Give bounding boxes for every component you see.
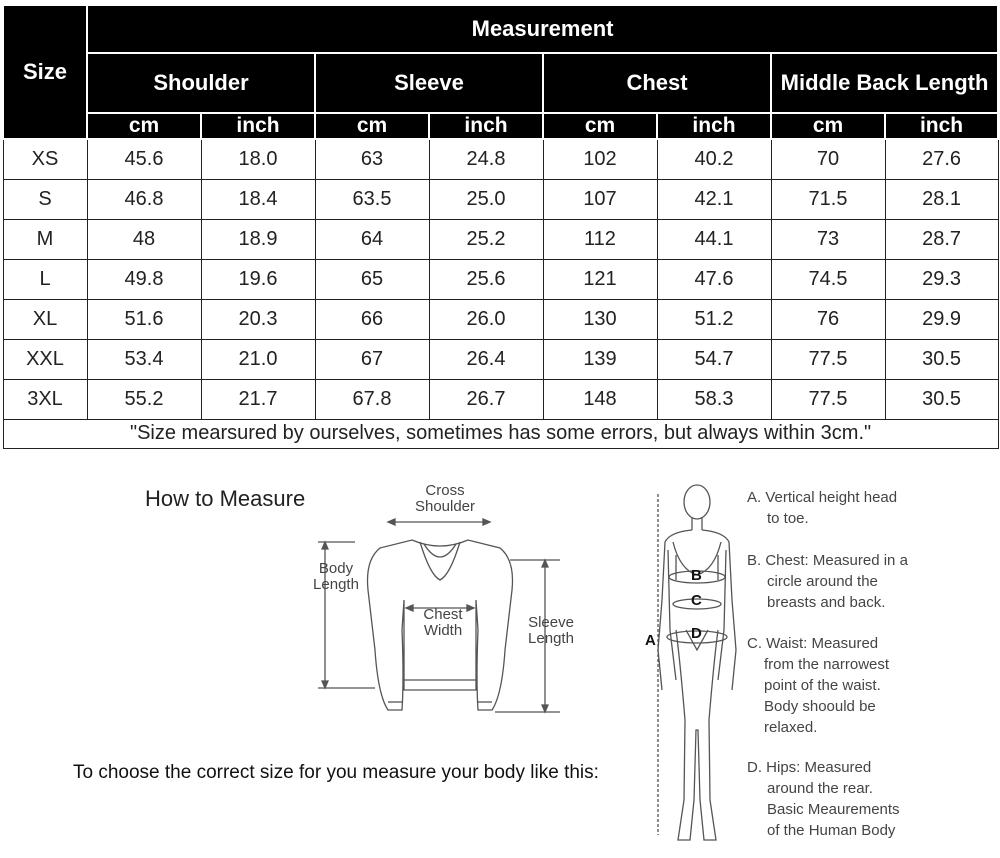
value-cell: 70: [771, 139, 885, 179]
middle-back-length-header: Middle Back Length: [771, 53, 998, 113]
value-cell: 18.0: [201, 139, 315, 179]
value-cell: 121: [543, 259, 657, 299]
legend-b-line1: B. Chest: Measured in a: [747, 552, 908, 569]
table-row: [3, 219, 998, 259]
cross-shoulder-label: Cross Shoulder: [414, 482, 476, 515]
value-cell: 63: [315, 139, 429, 179]
value-cell: 73: [771, 219, 885, 259]
chest-width-label: Chest Width: [423, 606, 463, 639]
value-cell: 45.6: [87, 139, 201, 179]
legend-a-line2: to toe.: [767, 510, 809, 527]
table-row: [3, 259, 998, 299]
sweater-diagram: [300, 480, 600, 720]
unit-header: inch: [885, 113, 998, 139]
size-cell: L: [3, 259, 87, 299]
measurement-header: Measurement: [87, 5, 998, 53]
size-cell: XXL: [3, 339, 87, 379]
table-row: [3, 139, 998, 179]
legend-d-line4: of the Human Body: [767, 822, 896, 839]
size-header: Size: [3, 5, 87, 139]
legend-b-line3: breasts and back.: [767, 594, 886, 611]
value-cell: 58.3: [657, 379, 771, 419]
value-cell: 64: [315, 219, 429, 259]
legend-b: [747, 550, 997, 613]
value-cell: 51.2: [657, 299, 771, 339]
value-cell: 130: [543, 299, 657, 339]
unit-header: cm: [771, 113, 885, 139]
value-cell: 102: [543, 139, 657, 179]
table-row: [3, 299, 998, 339]
legend-b-line2: circle around the: [767, 573, 878, 590]
value-cell: 25.6: [429, 259, 543, 299]
table-row: [3, 179, 998, 219]
legend-c-line1: C. Waist: Measured: [747, 635, 879, 652]
value-cell: 28.1: [885, 179, 998, 219]
size-cell: XL: [3, 299, 87, 339]
size-chart-table: [2, 4, 999, 449]
value-cell: 26.7: [429, 379, 543, 419]
value-cell: 29.3: [885, 259, 998, 299]
unit-header: cm: [543, 113, 657, 139]
unit-header: inch: [201, 113, 315, 139]
legend-c-line4: Body shoould be: [764, 698, 876, 715]
chest-header: Chest: [543, 53, 771, 113]
table-row: [3, 379, 998, 419]
shoulder-header: Shoulder: [87, 53, 315, 113]
size-cell: XS: [3, 139, 87, 179]
legend-d: [747, 757, 997, 841]
value-cell: 44.1: [657, 219, 771, 259]
value-cell: 65: [315, 259, 429, 299]
legend-a-line1: A. Vertical height head: [747, 489, 898, 506]
size-cell: M: [3, 219, 87, 259]
value-cell: 53.4: [87, 339, 201, 379]
unit-header: inch: [657, 113, 771, 139]
legend-c: [747, 633, 997, 738]
value-cell: 67: [315, 339, 429, 379]
value-cell: 71.5: [771, 179, 885, 219]
marker-b: B: [691, 567, 702, 584]
marker-a: A: [645, 632, 656, 649]
value-cell: 20.3: [201, 299, 315, 339]
value-cell: 76: [771, 299, 885, 339]
legend-d-line3: Basic Meaurements: [767, 801, 900, 818]
value-cell: 30.5: [885, 339, 998, 379]
value-cell: 77.5: [771, 379, 885, 419]
value-cell: 139: [543, 339, 657, 379]
value-cell: 107: [543, 179, 657, 219]
value-cell: 30.5: [885, 379, 998, 419]
value-cell: 28.7: [885, 219, 998, 259]
marker-c: C: [691, 592, 702, 609]
value-cell: 74.5: [771, 259, 885, 299]
body-figure: [640, 480, 740, 850]
value-cell: 55.2: [87, 379, 201, 419]
legend-c-line2: from the narrowest: [764, 656, 890, 673]
value-cell: 26.4: [429, 339, 543, 379]
unit-header: cm: [87, 113, 201, 139]
legend-c-line3: point of the waist.: [764, 677, 881, 694]
table-row: [3, 339, 998, 379]
size-cell: 3XL: [3, 379, 87, 419]
legend-d-line2: around the rear.: [767, 780, 873, 797]
legend-a: [747, 487, 997, 529]
value-cell: 66: [315, 299, 429, 339]
value-cell: 29.9: [885, 299, 998, 339]
size-note: "Size mearsured by ourselves, sometimes has some errors, but always within 3cm.": [3, 419, 998, 448]
value-cell: 24.8: [429, 139, 543, 179]
value-cell: 46.8: [87, 179, 201, 219]
marker-d: D: [691, 625, 702, 642]
value-cell: 27.6: [885, 139, 998, 179]
body-length-label: Body Length: [313, 560, 359, 593]
value-cell: 54.7: [657, 339, 771, 379]
legend-c-line5: relaxed.: [764, 719, 818, 736]
value-cell: 42.1: [657, 179, 771, 219]
value-cell: 25.0: [429, 179, 543, 219]
value-cell: 49.8: [87, 259, 201, 299]
value-cell: 63.5: [315, 179, 429, 219]
value-cell: 18.4: [201, 179, 315, 219]
value-cell: 67.8: [315, 379, 429, 419]
unit-header: inch: [429, 113, 543, 139]
value-cell: 40.2: [657, 139, 771, 179]
size-cell: S: [3, 179, 87, 219]
value-cell: 26.0: [429, 299, 543, 339]
value-cell: 18.9: [201, 219, 315, 259]
how-to-measure-title: How to Measure: [145, 486, 306, 511]
unit-header: cm: [315, 113, 429, 139]
legend-d-line1: D. Hips: Measured: [747, 759, 872, 776]
choose-size-instruction: To choose the correct size for you measure your body like this:: [73, 762, 599, 783]
value-cell: 148: [543, 379, 657, 419]
value-cell: 48: [87, 219, 201, 259]
value-cell: 21.0: [201, 339, 315, 379]
value-cell: 25.2: [429, 219, 543, 259]
sleeve-header: Sleeve: [315, 53, 543, 113]
value-cell: 21.7: [201, 379, 315, 419]
value-cell: 19.6: [201, 259, 315, 299]
sleeve-length-label: Sleeve Length: [528, 614, 574, 647]
value-cell: 51.6: [87, 299, 201, 339]
value-cell: 77.5: [771, 339, 885, 379]
value-cell: 112: [543, 219, 657, 259]
value-cell: 47.6: [657, 259, 771, 299]
